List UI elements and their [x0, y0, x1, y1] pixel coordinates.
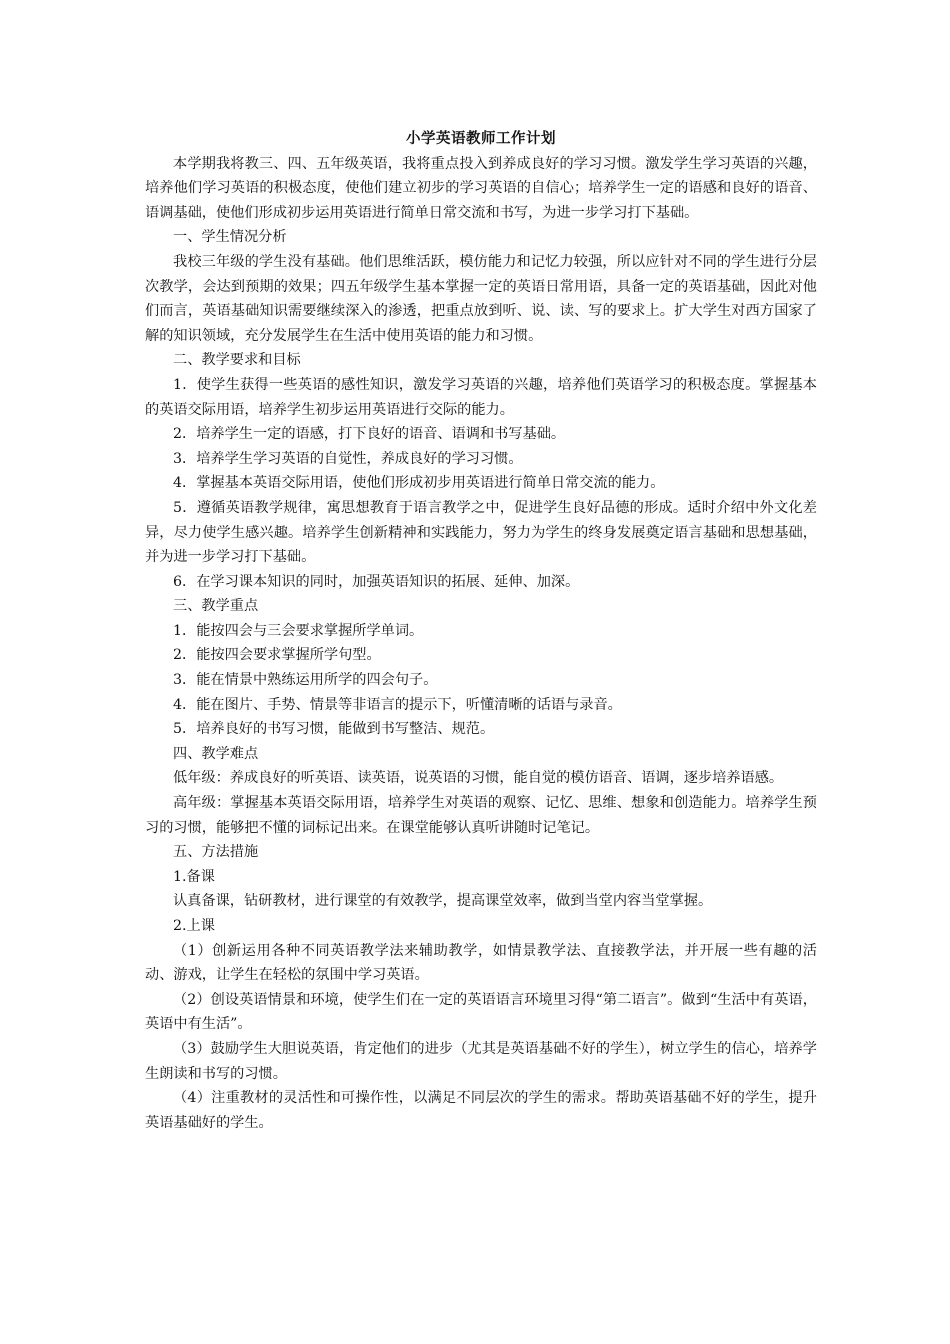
list-item: （4）注重教材的灵活性和可操作性，以满足不同层次的学生的需求。帮助英语基础不好的学生，提升英语基础好的学生。 — [145, 1090, 817, 1131]
list-item: （2）创设英语情景和环境，使学生们在一定的英语语言环境里习得“第二语言”。做到“生活中有英语，英语中有生活”。 — [145, 991, 817, 1033]
list-item: 4．能在图片、手势、情景等非语言的提示下，听懂清晰的话语与录音。 — [173, 696, 622, 713]
list-item: 4．掌握基本英语交际用语，使他们形成初步用英语进行简单日常交流的能力。 — [173, 475, 665, 492]
list-item: 3．能在情景中熟练运用所学的四会句子。 — [173, 672, 438, 689]
list-item: （1）创新运用各种不同英语教学法来辅助教学，如情景教学法、直接教学法，并开展一些有趣的活动、游戏，让学生在轻松的氛围中学习英语。 — [145, 942, 817, 984]
section-heading: 一、学生情况分析 — [173, 229, 287, 246]
section-heading: 二、教学要求和目标 — [173, 352, 301, 369]
list-item: 2．培养学生一定的语感，打下良好的语音、语调和书写基础。 — [173, 426, 566, 443]
section-heading: 五、方法措施 — [173, 844, 259, 861]
paragraph: 我校三年级的学生没有基础。他们思维活跃，模仿能力和记忆力较强，所以应针对不同的学生进行分层次教学，会达到预期的效果；四五年级学生基本掌握一定的英语日常用语，具备一定的英语基础，因此对他们而言，英语基础知识需要继续深入的渗透，把重点放到听、说、读、写的要求上。扩大学生对西方国家了解的知识领域，充分发展学生在生活中使用英语的能力和习惯。 — [145, 253, 817, 344]
list-item: 6．在学习课本知识的同时，加强英语知识的拓展、延伸、加深。 — [173, 573, 580, 590]
section-heading: 三、教学重点 — [173, 598, 259, 615]
subsection-heading: 2.上课 — [173, 918, 215, 934]
paragraph: 高年级：掌握基本英语交际用语，培养学生对英语的观察、记忆、思维、想象和创造能力。培养学生预习的习惯，能够把不懂的词标记出来。在课堂能够认真听讲随时记笔记。 — [145, 795, 817, 836]
list-item: 2．能按四会要求掌握所学句型。 — [173, 647, 381, 664]
list-item: 1．能按四会与三会要求掌握所学单词。 — [173, 622, 424, 639]
paragraph: 低年级：养成良好的听英语、读英语，说英语的习惯，能自觉的模仿语音、语调，逐步培养语感。 — [173, 770, 784, 787]
intro-paragraph: 本学期我将教三、四、五年级英语，我将重点投入到养成良好的学习习惯。激发学生学习英语的兴趣，培养他们学习英语的积极态度，使他们建立初步的学习英语的自信心；培养学生一定的语感和良好的语音、语调基础，使他们形成初步运用英语进行简单日常交流和书写，为进一步学习打下基础。 — [145, 155, 817, 221]
list-item: 1．使学生获得一些英语的感性知识，激发学习英语的兴趣，培养他们英语学习的积极态度。掌握基本的英语交际用语，培养学生初步运用英语进行交际的能力。 — [145, 376, 817, 418]
list-item: 5．培养良好的书写习惯，能做到书写整洁、规范。 — [173, 721, 495, 738]
subsection-heading: 1.备课 — [173, 868, 215, 885]
document-title: 小学英语教师工作计划 — [406, 130, 556, 147]
list-item: 5．遵循英语教学规律，寓思想教育于语言教学之中，促进学生良好品德的形成。适时介绍中外文化差异，尽力使学生感兴趣。培养学生创新精神和实践能力，努力为学生的终身发展奠定语言基础和思想基础，并为进一步学习打下基础。 — [145, 499, 817, 566]
list-item: 3．培养学生学习英语的自觉性，养成良好的学习习惯。 — [173, 450, 523, 467]
paragraph: 认真备课，钻研教材，进行课堂的有效教学，提高课堂效率，做到当堂内容当堂掌握。 — [173, 893, 713, 910]
list-item: （3）鼓励学生大胆说英语，肯定他们的进步（尤其是英语基础不好的学生），树立学生的信心，培养学生朗读和书写的习惯。 — [145, 1040, 817, 1082]
section-heading: 四、教学难点 — [173, 745, 259, 762]
document-body — [145, 127, 817, 1135]
